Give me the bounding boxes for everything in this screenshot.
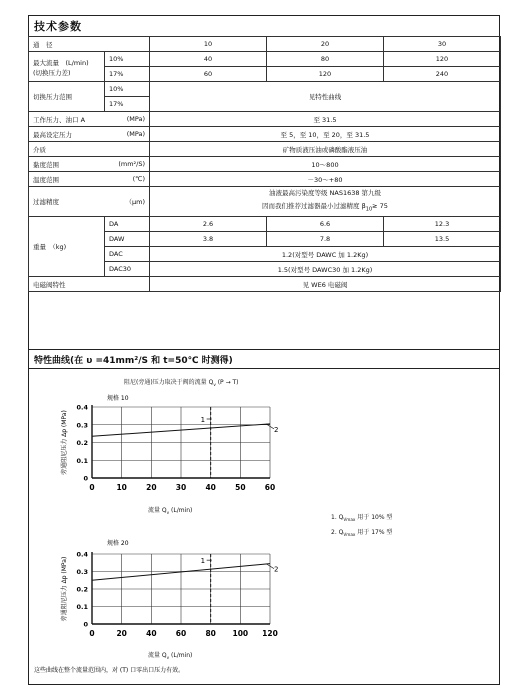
x-tick-label: 60 [264,483,276,492]
x-tick-label: 60 [175,629,187,638]
y-tick-label: 0.4 [76,403,88,412]
x-axis-label: 流量 $Q_v$ (L/min) [148,507,193,515]
y-tick-label: 0.3 [76,421,88,430]
filtration-text: 因而我们推荐过滤器最小过滤精度 β [262,202,366,210]
table-cell: 2.6 [150,217,267,232]
x-tick-label: 120 [262,629,278,638]
unit-text: (mm²/S) [118,159,145,168]
table-cell: DAC [105,247,150,262]
table-cell: 80 [267,52,384,67]
table-cell: 10% [105,82,150,97]
table-cell: 17% [105,97,150,112]
x-tick-label: 30 [175,483,187,492]
y-tick-label: 0.3 [76,568,88,576]
x-tick-label: 0 [89,483,95,492]
table-cell: 1.5(对型号 DAWC30 加 1.2Kg) [150,262,501,277]
table-cell: 60 [150,67,267,82]
x-axis-label: 流量 $Q_v$ (L/min) [148,652,193,660]
table-cell: 20 [267,37,384,52]
x-tick-label: 50 [235,483,246,492]
y-tick-label: 0 [83,474,88,483]
filtration-line1: 油液最高污染度等级 NAS1638 第九级 [268,189,382,197]
x-tick-label: 80 [205,629,216,638]
curve-1-label: 1 [200,416,206,425]
table-cell: 10～800 [150,157,501,172]
max-flow-sublabel: (切换压力差) [33,68,71,77]
x-tick-label: 20 [116,629,127,638]
table-cell: 至 5，至 10，至 20，至 31.5 [150,127,501,142]
y-tick-label: 0 [83,620,88,629]
table-cell: 120 [267,67,384,82]
row-label: 重量 （kg) [29,217,105,277]
table-cell: 1.2(对型号 DAWC 加 1.2Kg) [150,247,501,262]
x-tick-label: 100 [232,629,249,638]
label-text: 最高设定压力 [33,130,72,139]
table-cell: 30 [384,37,501,52]
curve-1-label: 1 [200,557,206,566]
table-cell: 7.8 [267,232,384,247]
y-axis-label: 旁通阻尼压力 Δp (MPa) [61,556,68,622]
filtration-sub: 10 [365,206,373,213]
table-cell: 120 [384,52,501,67]
y-tick-label: 0.1 [76,456,88,465]
row-label: 电磁阀特性 [29,277,150,292]
table-cell: 17% [105,67,150,82]
footnote: 这些曲线在整个流量范围内，对 (T) 口零出口压力有效。 [34,667,185,674]
y-tick-label: 0.2 [76,585,88,594]
unit-text: (MPa) [126,129,145,138]
x-tick-label: 20 [146,483,157,492]
row-label: 切换压力范围 [29,82,105,112]
legend-note: 2. $Q_{Vmax}$ 用于 17% 型 [331,529,393,537]
x-tick-label: 10 [116,483,127,492]
curve-2-label: 2 [274,565,279,574]
unit-text: (℃) [132,174,145,183]
table-cell: 矿物质液压油或磷酸酯液压油 [150,142,501,157]
table-cell: 6.6 [267,217,384,232]
legend-note: 1. $Q_{Vmax}$ 用于 10% 型 [331,514,393,522]
table-cell: 240 [384,67,501,82]
filtration-tail: ≥ 75 [372,202,388,210]
label-text: 工作压力、油口 A [33,115,86,124]
label-text: 温度范围 [33,175,59,184]
label-text: 过滤精度 [33,198,59,207]
table-cell: 至 31.5 [150,112,501,127]
chart-title: 阻尼(旁通)压力取决于阀的流量 $Q_v$ (P → T) [124,379,239,387]
max-flow-label: 最大流量 (L/min) [33,58,89,67]
unit-text: (MPa) [126,114,145,123]
table-cell: 10 [150,37,267,52]
y-axis-label: 旁通阻尼压力 Δp (MPa) [61,410,68,475]
y-tick-label: 0.2 [76,439,88,447]
table-cell: 12.3 [384,217,501,232]
table-cell: DAW [105,232,150,247]
section-title-curves: 特性曲线(在 υ =41mm²/S 和 t=50℃ 时测得) [34,356,233,366]
curve-2-label: 2 [274,425,279,434]
unit-text: （μm) [125,198,145,207]
row-label: 介质 [29,142,150,157]
table-cell: DA [105,217,150,232]
table-cell: 见 WE6 电磁阀 [150,277,501,292]
y-tick-label: 0.4 [76,550,88,559]
chart-subtitle: 规格 20 [107,540,129,547]
row-label: 通 径 [29,37,150,52]
table-cell: 见特性曲线 [150,82,501,112]
label-text: 黏度范围 [33,160,59,169]
x-tick-label: 0 [89,629,95,638]
x-tick-label: 40 [146,629,157,638]
table-cell: 40 [150,52,267,67]
x-tick-label: 40 [205,483,216,492]
table-cell: DAC30 [105,262,150,277]
chart-subtitle: 规格 10 [107,395,129,402]
table-cell: 10% [105,52,150,67]
section-title-spec: 技术参数 [34,20,82,33]
table-cell: 13.5 [384,232,501,247]
y-tick-label: 0.1 [76,603,88,611]
table-cell: －30～+80 [150,172,501,187]
table-cell: 3.8 [150,232,267,247]
